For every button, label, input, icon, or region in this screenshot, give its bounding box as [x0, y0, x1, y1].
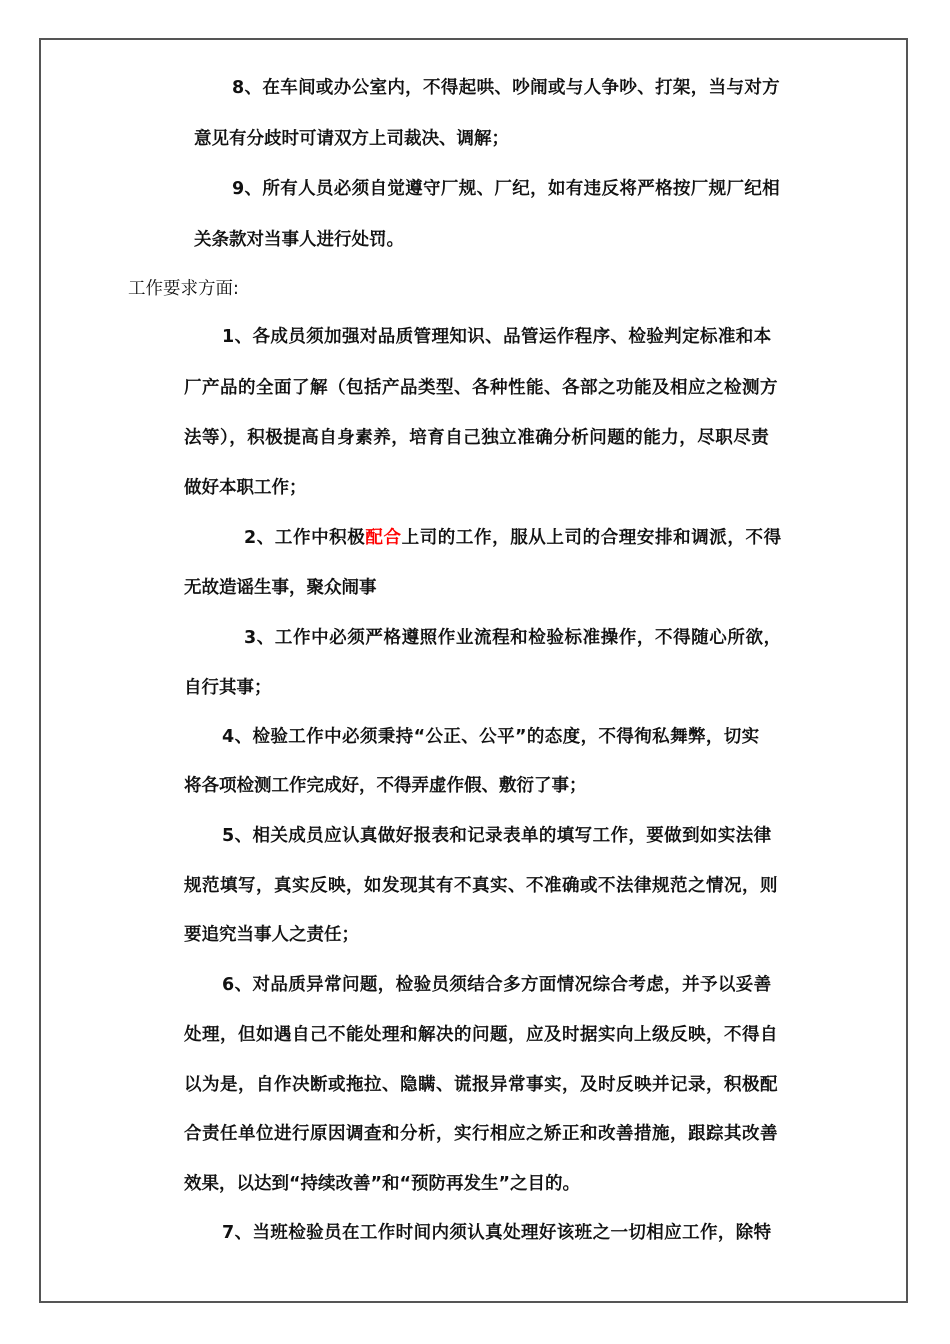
- req-6-line-4: 合责任单位进行原因调查和分析，实行相应之矫正和改善措施，跟踪其改善: [184, 1124, 778, 1144]
- req-1-line-1: 1、各成员须加强对品质管理知识、品管运作程序、检验判定标准和本: [222, 327, 772, 347]
- req-1-line-2: 厂产品的全面了解（包括产品类型、各种性能、各部之功能及相应之检测方: [184, 378, 778, 398]
- req-3-line-2: 自行其事；: [184, 678, 272, 698]
- req-6-line-1: 6、对品质异常问题，检验员须结合多方面情况综合考虑，并予以妥善: [222, 975, 772, 995]
- req-2-text-after: 上司的工作，服从上司的合理安排和调派，不得: [401, 528, 782, 548]
- req-2-text-before: 2、工作中积极: [244, 528, 366, 548]
- req-6-line-3: 以为是，自作决断或拖拉、隐瞒、谎报异常事实，及时反映并记录，积极配: [184, 1075, 778, 1095]
- req-6-line-2: 处理，但如遇自己不能处理和解决的问题，应及时据实向上级反映，不得自: [184, 1025, 778, 1045]
- section-heading: 工作要求方面:: [128, 279, 239, 299]
- req-5-line-3: 要追究当事人之责任；: [184, 925, 359, 945]
- req-4-line-1: 4、检验工作中必须秉持“公正、公平”的态度，不得徇私舞弊，切实: [222, 727, 760, 747]
- req-7-line-1: 7、当班检验员在工作时间内须认真处理好该班之一切相应工作，除特: [222, 1223, 772, 1243]
- req-3-line-1: 3、工作中必须严格遵照作业流程和检验标准操作，不得随心所欲，: [244, 628, 782, 648]
- req-2-line-1: [244, 526, 782, 550]
- req-2-line-2: 无故造谣生事，聚众闹事: [184, 578, 377, 598]
- req-5-line-2: 规范填写，真实反映，如发现其有不真实、不准确或不法律规范之情况，则: [184, 876, 778, 896]
- page-border: [39, 38, 908, 1303]
- req-4-line-2: 将各项检测工作完成好，不得弄虚作假、敷衍了事；: [184, 776, 587, 796]
- req-5-line-1: 5、相关成员应认真做好报表和记录表单的填写工作，要做到如实法律: [222, 826, 772, 846]
- rule-9-line-2: 关条款对当事人进行处罚。: [194, 230, 404, 250]
- rule-8-line-1: 8、在车间或办公室内，不得起哄、吵闹或与人争吵、打架，当与对方: [232, 78, 781, 98]
- req-2-highlighted-word: 配合: [365, 528, 402, 548]
- rule-9-line-1: 9、所有人员必须自觉遵守厂规、厂纪，如有违反将严格按厂规厂纪相: [232, 179, 781, 199]
- req-1-line-4: 做好本职工作；: [184, 478, 307, 498]
- rule-8-line-2: 意见有分歧时可请双方上司裁决、调解；: [194, 129, 509, 149]
- req-1-line-3: 法等），积极提高自身素养，培育自己独立准确分析问题的能力，尽职尽责: [184, 428, 770, 448]
- req-6-line-5: 效果，以达到“持续改善”和“预防再发生”之目的。: [184, 1174, 581, 1194]
